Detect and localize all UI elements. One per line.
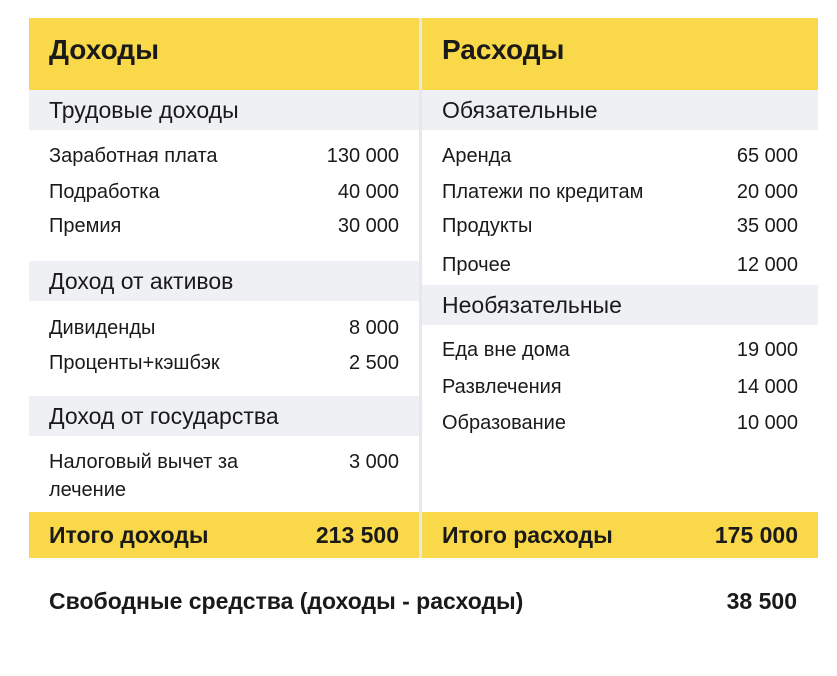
row-value: 10 000 xyxy=(736,412,798,434)
row-label: Налоговый вычет за лечение xyxy=(49,451,239,501)
expense-total-value: 175 000 xyxy=(714,522,798,548)
row-value: 65 000 xyxy=(736,145,798,167)
expense-title: Расходы xyxy=(442,34,565,65)
row-value: 2 500 xyxy=(348,352,399,374)
row-value: 3 000 xyxy=(348,451,399,473)
row-label: Проценты+кэшбэк xyxy=(49,352,220,374)
row-label: Продукты xyxy=(442,215,533,237)
row-label: Платежи по кредитам xyxy=(442,181,644,203)
row-value: 19 000 xyxy=(736,339,798,361)
row-label: Еда вне дома xyxy=(442,339,570,361)
row-value: 40 000 xyxy=(337,181,399,203)
row-value: 20 000 xyxy=(736,181,798,203)
row-value: 35 000 xyxy=(736,215,798,237)
row-value: 8 000 xyxy=(348,317,399,339)
row-value: 14 000 xyxy=(736,376,798,398)
income-title: Доходы xyxy=(49,34,159,65)
row-label: Подработка xyxy=(49,181,160,203)
row-value: 30 000 xyxy=(337,215,399,237)
expense-category-optional: Необязательные xyxy=(422,285,818,325)
expense-total-label: Итого расходы xyxy=(442,522,613,548)
row-value: 130 000 xyxy=(326,145,399,167)
income-total-label: Итого доходы xyxy=(49,522,209,548)
row-label: Аренда xyxy=(442,145,512,167)
row-label: Прочее xyxy=(442,254,511,276)
row-value: 12 000 xyxy=(736,254,798,276)
row-label: Заработная плата xyxy=(49,145,218,167)
income-category-assets: Доход от активов xyxy=(29,261,419,301)
free-funds-value: 38 500 xyxy=(726,588,797,614)
row-label: Премия xyxy=(49,215,122,237)
income-category-state: Доход от государства xyxy=(29,396,419,436)
income-total-value: 213 500 xyxy=(315,522,399,548)
row-label: Образование xyxy=(442,412,566,434)
free-funds-label: Свободные средства (доходы - расходы) xyxy=(49,588,524,614)
row-label: Дивиденды xyxy=(49,317,156,339)
expense-category-mandatory: Обязательные xyxy=(422,90,818,130)
row-label: Развлечения xyxy=(442,376,562,398)
income-category-labor: Трудовые доходы xyxy=(29,90,419,130)
